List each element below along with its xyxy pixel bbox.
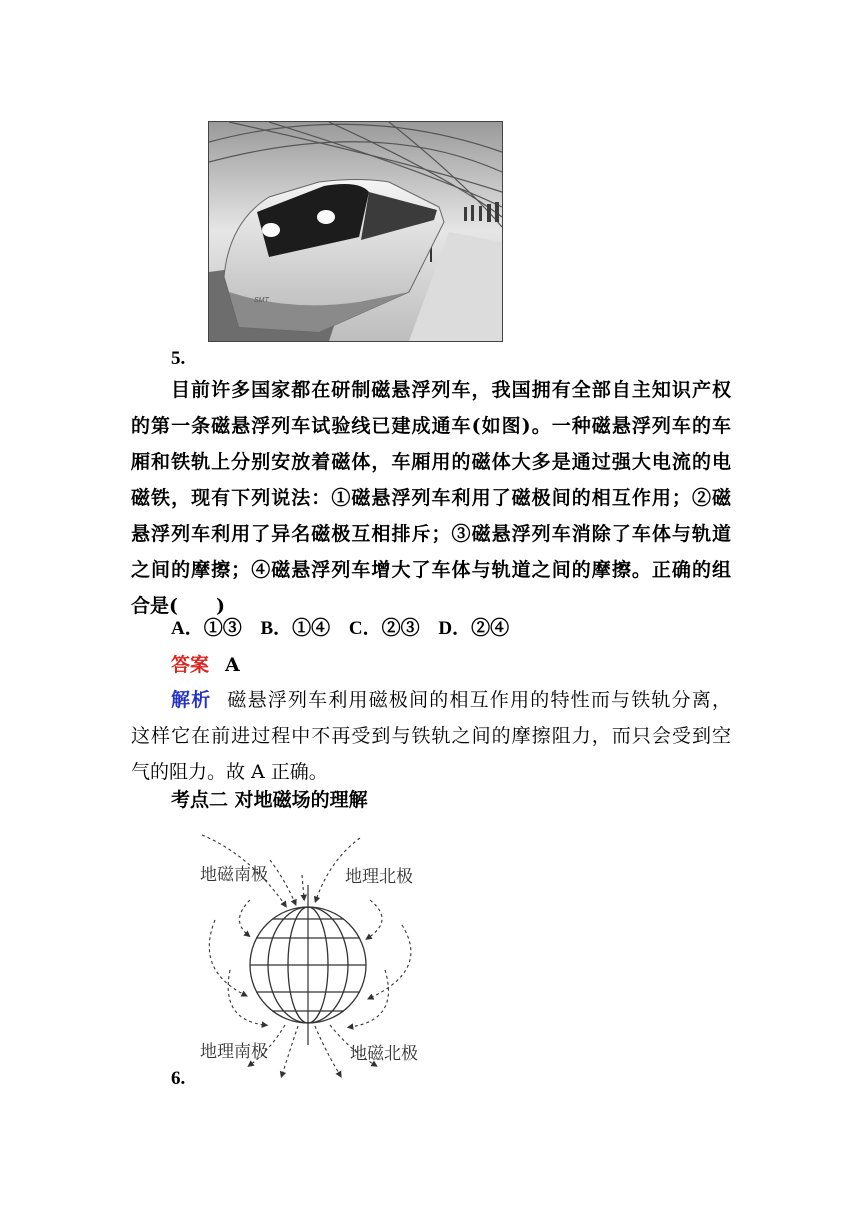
stem-line: 悬浮列车利用了异名磁极互相排斥；③磁悬浮列车消除了车体与轨道 (131, 523, 731, 545)
explanation-line-1 (131, 682, 731, 718)
answer-row (171, 650, 240, 677)
explanation-label: 解析 (171, 689, 212, 711)
label-geomagnetic-north-pole: 地磁北极 (350, 1044, 418, 1064)
earth-magnetic-field-diagram (190, 820, 430, 1082)
stem-line: 磁铁，现有下列说法：①磁悬浮列车利用了磁极间的相互作用；②磁 (131, 487, 731, 509)
explanation-line: 气的阻力。故 A 正确。 (131, 761, 328, 783)
maglev-train-photo (208, 121, 503, 342)
option-d: D．②④ (438, 618, 510, 639)
explanation-line: 这样它在前进过程中不再受到与铁轨之间的摩擦阻力，而只会受到空 (131, 725, 731, 747)
stem-line: 合是( ) (131, 595, 225, 617)
option-b: B．①④ (260, 618, 331, 639)
label-geomagnetic-south-pole: 地磁南极 (200, 865, 268, 885)
stem-line: 厢和铁轨上分别安放着磁体，车厢用的磁体大多是通过强大电流的电 (131, 451, 731, 473)
stem-line: 的第一条磁悬浮列车试验线已建成通车(如图)。一种磁悬浮列车的车 (131, 415, 731, 437)
svg-text:SMT: SMT (254, 297, 269, 304)
option-a: A．①③ (171, 618, 242, 639)
question-6-number: 6. (171, 1068, 186, 1089)
answer-value: A (225, 654, 240, 676)
stem-line: 目前许多国家都在研制磁悬浮列车，我国拥有全部自主知识产权 (171, 379, 731, 401)
answer-label: 答案 (171, 654, 210, 676)
option-c: C．②③ (348, 618, 420, 639)
section-title: 考点二 对地磁场的理解 (171, 789, 368, 811)
label-geographic-north-pole: 地理北极 (345, 867, 413, 887)
answer-options (171, 613, 523, 640)
explanation-text: 磁悬浮列车利用磁极间的相互作用的特性而与铁轨分离， (227, 689, 731, 711)
stem-line: 之间的摩擦；④磁悬浮列车增大了车体与轨道之间的摩擦。正确的组 (131, 559, 731, 581)
question-5-stem (131, 372, 731, 624)
explanation (131, 682, 731, 790)
question-5-number: 5. (171, 348, 186, 369)
label-geographic-south-pole: 地理南极 (200, 1042, 268, 1062)
